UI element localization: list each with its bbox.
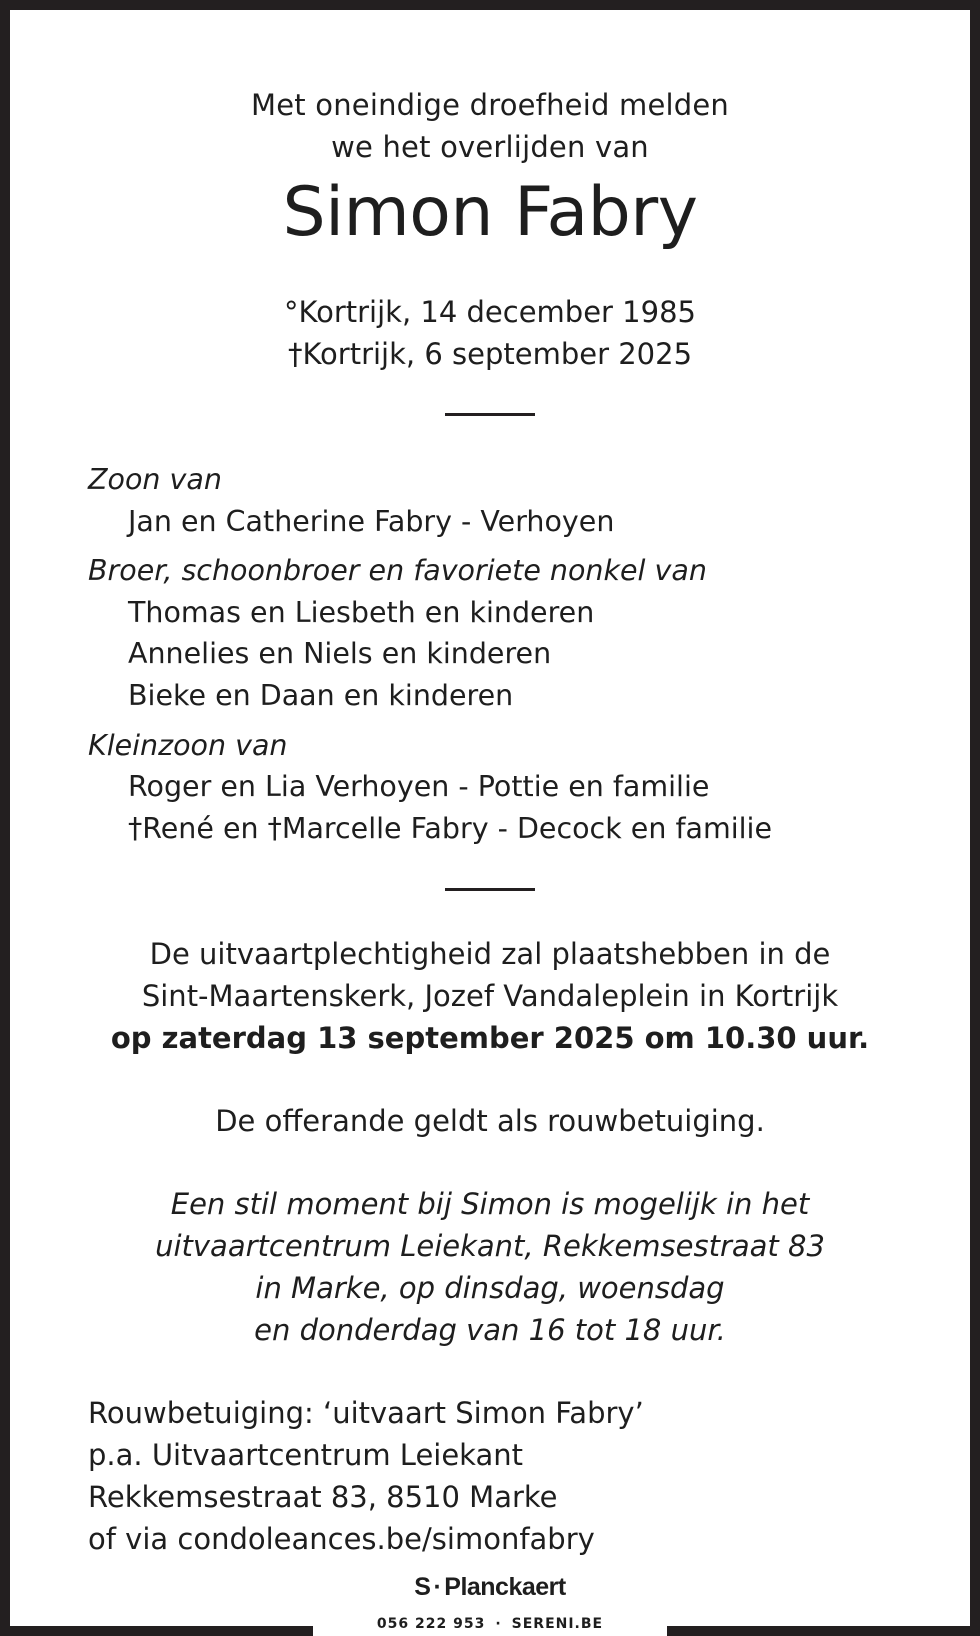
family-member: Jan en Catherine Fabry - Verhoyen: [128, 504, 615, 538]
funeral-home-logo: [0, 1572, 980, 1602]
family-group-title: Broer, schoonbroer en favoriete nonkel van: [88, 554, 707, 588]
brand-name: Planckaert: [444, 1573, 566, 1601]
intro-line: we het overlijden van: [331, 130, 649, 164]
death-date: †Kortrijk, 6 september 2025: [287, 337, 693, 371]
ceremony-text: [0, 933, 980, 1059]
family-group: [88, 725, 908, 850]
ceremony-line: Sint-Maartenskerk, Jozef Vandaleplein in Kortrijk: [141, 979, 839, 1013]
family-member: Thomas en Liesbeth en kinderen: [128, 595, 595, 629]
birth-date: °Kortrijk, 14 december 1985: [284, 295, 696, 329]
family-group: [88, 459, 908, 542]
visitation-line: Een stil moment bij Simon is mogelijk in het: [170, 1187, 810, 1221]
family-group: [88, 550, 908, 716]
family-group-title: Kleinzoon van: [88, 728, 288, 762]
website: SERENI.BE: [511, 1616, 604, 1632]
separator-line: [445, 888, 535, 891]
funeral-home-contact: [0, 1614, 980, 1634]
family-member: Annelies en Niels en kinderen: [128, 637, 552, 671]
condolence-address: [88, 1392, 908, 1560]
separator-line: [445, 413, 535, 416]
family-member: Roger en Lia Verhoyen - Pottie en familie: [128, 770, 710, 804]
intro-text: [0, 84, 980, 168]
life-dates: [0, 291, 980, 375]
ceremony-line: De uitvaartplechtigheid zal plaatshebben in de: [149, 937, 831, 971]
offering-text: De offerande geldt als rouwbetuiging.: [215, 1104, 765, 1138]
visitation-text: [0, 1183, 980, 1351]
family-group-title: Zoon van: [88, 463, 222, 496]
family-member: Bieke en Daan en kinderen: [128, 678, 514, 712]
family-list: [88, 459, 908, 857]
address-line: of via condoleances.be/simonfabry: [88, 1522, 595, 1556]
visitation-line: en donderdag van 16 tot 18 uur.: [254, 1313, 726, 1347]
address-line: Rekkemsestraat 83, 8510 Marke: [88, 1480, 558, 1514]
visitation-line: uitvaartcentrum Leiekant, Rekkemsestraat 83: [155, 1229, 825, 1263]
brand-mark: S: [414, 1573, 431, 1601]
address-line: Rouwbetuiging: ‘uitvaart Simon Fabry’: [88, 1396, 644, 1430]
address-line: p.a. Uitvaartcentrum Leiekant: [88, 1438, 523, 1472]
deceased-name: Simon Fabry: [282, 173, 698, 252]
contact-separator: ·: [495, 1616, 502, 1632]
ceremony-datetime: op zaterdag 13 september 2025 om 10.30 uur.: [110, 1021, 870, 1055]
intro-line: Met oneindige droefheid melden: [251, 88, 729, 122]
brand-separator: ·: [433, 1573, 442, 1601]
visitation-line: in Marke, op dinsdag, woensdag: [255, 1271, 725, 1305]
phone-number: 056 222 953: [376, 1616, 486, 1632]
family-member: †René en †Marcelle Fabry - Decock en familie: [128, 811, 772, 845]
